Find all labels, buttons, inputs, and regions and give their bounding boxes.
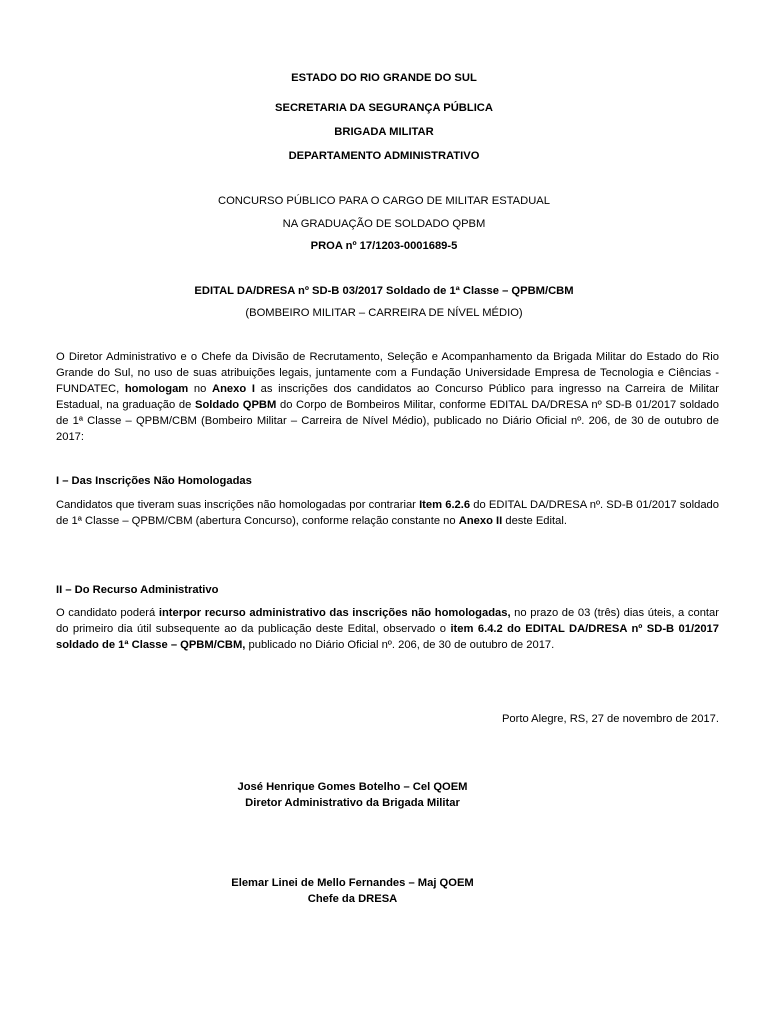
section-1-paragraph — [56, 497, 719, 529]
header-brigade: BRIGADA MILITAR — [334, 126, 434, 138]
s2-text-1: O candidato poderá — [56, 607, 159, 619]
intro-text-3: as inscrições dos candidatos ao Concurso Público para ingresso na Carreira de Militar Estadual, na graduação de — [56, 383, 719, 411]
edital-subtitle: (BOMBEIRO MILITAR – CARREIRA DE NÍVEL MÉDIO) — [245, 307, 523, 319]
signature-name: Elemar Linei de Mello Fernandes – Maj QOEM — [231, 877, 474, 889]
s1-text-2: do EDITAL DA/DRESA nº. SD-B 01/2017 soldado de 1ª Classe – QPBM/CBM (abertura Concurso), conforme relação constante no — [56, 499, 719, 527]
intro-text-2: no — [188, 383, 213, 395]
header-secretariat: SECRETARIA DA SEGURANÇA PÚBLICA — [275, 102, 493, 114]
signature-director — [200, 779, 505, 811]
section-2-paragraph — [56, 605, 719, 653]
s2-text-2: no prazo de 03 (três) dias úteis, a contar do primeiro dia útil subsequente ao da publicação deste Edital, observado o — [56, 607, 719, 635]
section-1-heading: I – Das Inscrições Não Homologadas — [56, 475, 252, 487]
contest-line-1: CONCURSO PÚBLICO PARA O CARGO DE MILITAR ESTADUAL — [218, 195, 550, 207]
signature-chief — [200, 875, 505, 907]
signature-name: José Henrique Gomes Botelho – Cel QOEM — [237, 781, 468, 793]
s2-text-3: publicado no Diário Oficial nº. 206, de 30 de outubro de 2017. — [245, 639, 555, 651]
proa-number: PROA nº 17/1203-0001689-5 — [310, 240, 458, 252]
edital-title: EDITAL DA/DRESA nº SD-B 03/2017 Soldado de 1ª Classe – QPBM/CBM — [194, 285, 574, 297]
intro-text-1: O Diretor Administrativo e o Chefe da Divisão de Recrutamento, Seleção e Acompanhamento da Brigada Militar do Estado do Rio Grande do Sul, no uso de suas atribuições legais, juntamente com a Fundação Universidade Empresa de Tecnologia e Ciências - FUNDATEC, — [56, 351, 719, 395]
s2-bold-item: item 6.4.2 do EDITAL DA/DRESA nº SD-B 01/2017 soldado de 1ª Classe – QPBM/CBM, — [56, 623, 719, 651]
s1-text-1: Candidatos que tiveram suas inscrições não homologadas por contrariar — [56, 499, 420, 511]
s1-bold-item: Item 6.2.6 — [419, 499, 471, 511]
signature-role: Diretor Administrativo da Brigada Militar — [245, 797, 460, 809]
intro-bold-soldado: Soldado QPBM — [194, 399, 277, 411]
contest-line-2: NA GRADUAÇÃO DE SOLDADO QPBM — [282, 218, 486, 230]
s2-bold-recurso: interpor recurso administrativo das inscrições não homologadas, — [158, 607, 511, 619]
s1-text-3: deste Edital. — [502, 515, 567, 527]
intro-text-4: do Corpo de Bombeiros Militar, conforme EDITAL DA/DRESA nº SD-B 01/2017 soldado de 1ª Classe – QPBM/CBM (Bombeiro Militar – Carreira de Nível Médio), publicado no Diário Oficial nº. 206, de 30 de outubro de 2017: — [56, 399, 719, 443]
header-state: ESTADO DO RIO GRANDE DO SUL — [291, 72, 477, 84]
intro-bold-anexo-1: Anexo I — [212, 383, 255, 395]
intro-paragraph — [56, 349, 719, 445]
section-2-heading: II – Do Recurso Administrativo — [56, 584, 219, 596]
header-department: DEPARTAMENTO ADMINISTRATIVO — [288, 150, 480, 162]
s1-bold-anexo-2: Anexo II — [458, 515, 503, 527]
intro-bold-homologam: homologam — [124, 383, 189, 395]
place-date: Porto Alegre, RS, 27 de novembro de 2017. — [501, 713, 719, 725]
signature-role: Chefe da DRESA — [307, 893, 398, 905]
